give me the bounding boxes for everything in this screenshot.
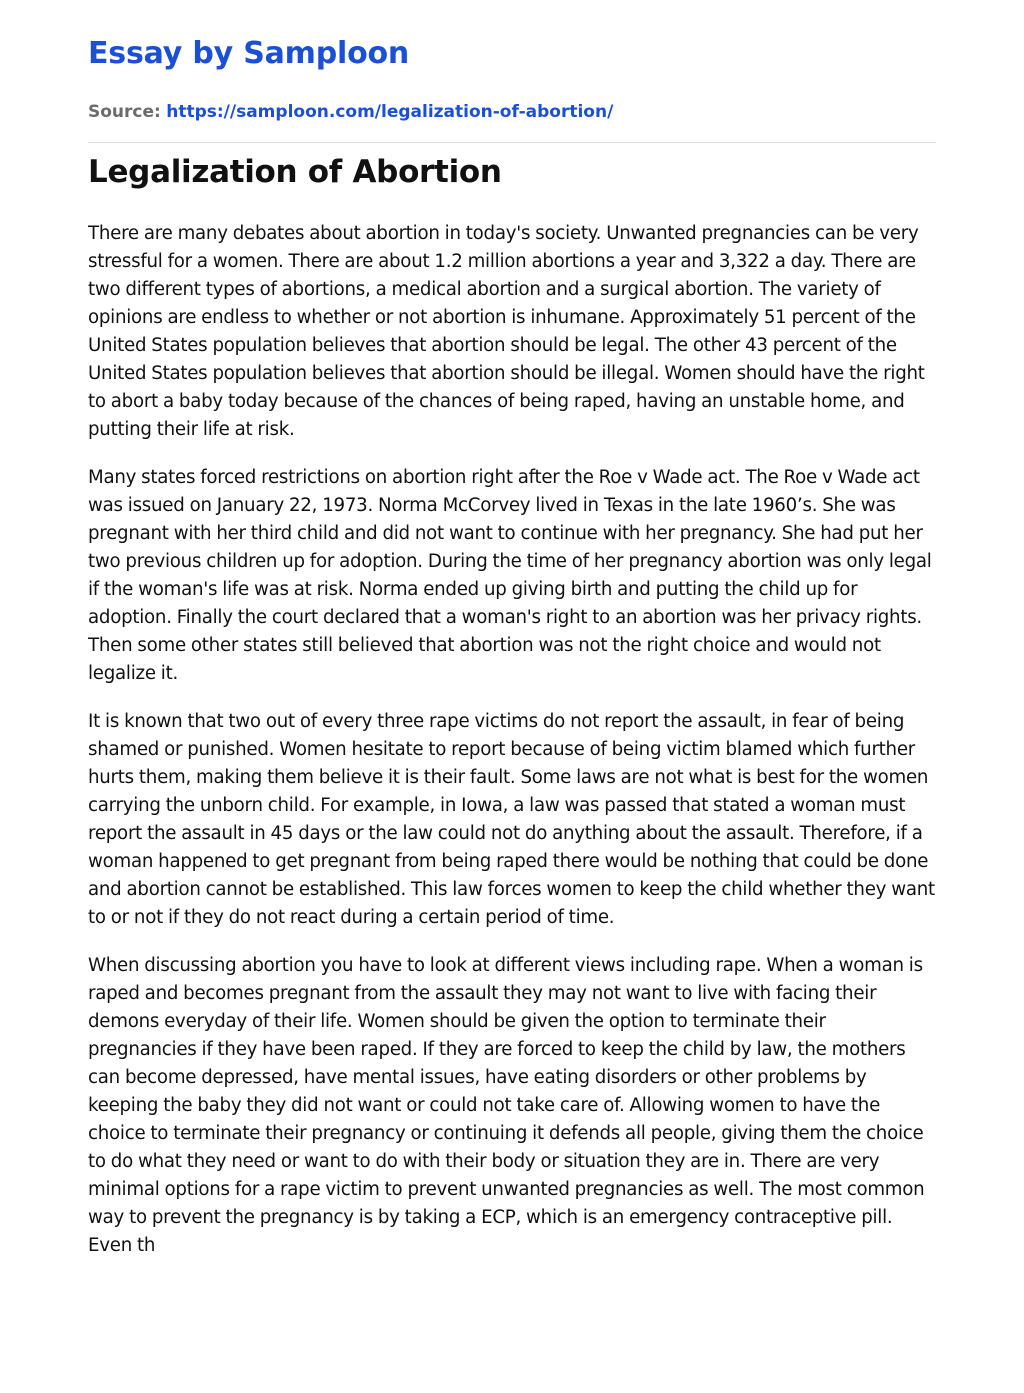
source-label: Source: <box>88 102 161 122</box>
essay-paragraph: It is known that two out of every three rape victims do not report the assault, in fear of being shamed or punished. Women hesitate to report because of being victim blamed which further hurts them, making them believe it is their fault. Some laws are not what is best for the women carrying the unborn child. For example, in Iowa, a law was passed that stated a woman must report the assault in 45 days or the law could not do anything about the assault. Therefore, if a woman happened to get pregnant from being raped there would be nothing that could be done and abortion cannot be established. This law forces women to keep the child whether they want to or not if they do not react during a certain period of time. <box>88 711 935 928</box>
site-brand-title: Essay by Samploon <box>88 36 410 71</box>
header-divider <box>88 142 936 143</box>
essay-paragraph: When discussing abortion you have to look at different views including rape. When a woman is raped and becomes pregnant from the assault they may not want to live with facing their demons everyday of their life. Women should be given the option to terminate their pregnancies if they have been raped. If they are forced to keep the child by law, the mothers can become depressed, have mental issues, have eating disorders or other problems by keeping the baby they did not want or could not take care of. Allowing women to have the choice to terminate their pregnancy or continuing it defends all people, giving them the choice to do what they need or want to do with their body or situation they are in. There are very minimal options for a rape victim to prevent unwanted pregnancies as well. The most common way to prevent the pregnancy is by taking a ECP, which is an emergency contraceptive pill. Even th <box>88 955 925 1256</box>
source-link[interactable]: https://samploon.com/legalization-of-abortion/ <box>166 102 614 122</box>
essay-paragraph: There are many debates about abortion in today's society. Unwanted pregnancies can be very stressful for a women. There are about 1.2 million abortions a year and 3,322 a day. There are two different types of abortions, a medical abortion and a surgical abortion. The variety of opinions are endless to whether or not abortion is inhumane. Approximately 51 percent of the United States population believes that abortion should be legal. The other 43 percent of the United States population believes that abortion should be illegal. Women should have the right to abort a baby today because of the chances of being raped, having an unstable home, and putting their life at risk. <box>88 223 925 440</box>
essay-body <box>88 220 936 1393</box>
essay-title: Legalization of Abortion <box>88 154 502 190</box>
source-line <box>88 102 613 122</box>
essay-paragraph: Many states forced restrictions on abortion right after the Roe v Wade act. The Roe v Wade act was issued on January 22, 1973. Norma McCorvey lived in Texas in the late 1960’s. She was pregnant with her third child and did not want to continue with her pregnancy. She had put her two previous children up for adoption. During the time of her pregnancy abortion was only legal if the woman's life was at risk. Norma ended up giving birth and putting the child up for adoption. Finally the court declared that a woman's right to an abortion was her privacy rights. Then some other states still believed that abortion was not the right choice and would not legalize it. <box>88 467 932 684</box>
